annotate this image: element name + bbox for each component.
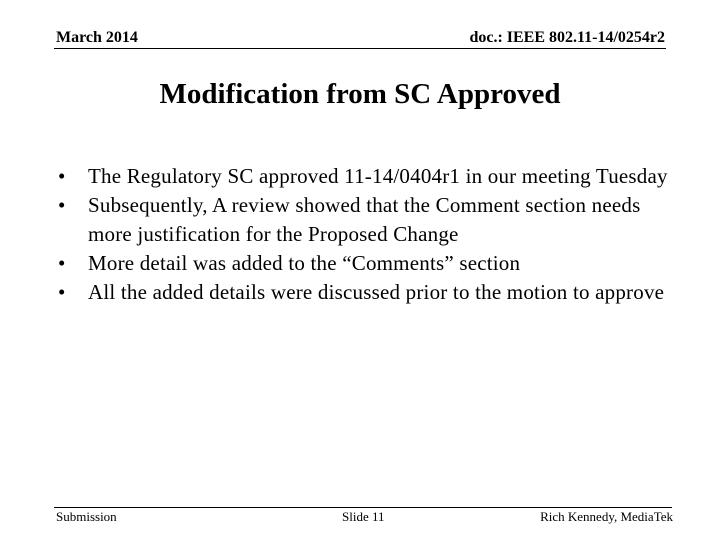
bullet-item: [58, 162, 668, 191]
footer-submission: Submission: [56, 509, 117, 524]
bullet-item: [58, 249, 668, 278]
footer-slide-number: Slide 11: [342, 509, 385, 524]
bullet-text: The Regulatory SC approved 11-14/0404r1 in our meeting Tuesday: [88, 164, 668, 188]
header-divider: [54, 48, 666, 49]
bullet-list: [58, 162, 668, 307]
bullet-item: [58, 191, 668, 249]
bullet-marker: •: [58, 280, 66, 304]
bullet-text: More detail was added to the “Comments” section: [88, 251, 521, 275]
bullet-marker: •: [58, 164, 66, 188]
slide-title: Modification from SC Approved: [159, 78, 561, 110]
header-date: March 2014: [56, 29, 138, 46]
bullet-marker: •: [58, 251, 66, 275]
bullet-text: All the added details were discussed prior to the motion to approve: [88, 280, 665, 304]
header-doc-id: doc.: IEEE 802.11-14/0254r2: [469, 29, 665, 46]
bullet-marker: •: [58, 193, 66, 217]
bullet-item: [58, 278, 668, 307]
footer-divider: [54, 507, 672, 508]
footer-author: Rich Kennedy, MediaTek: [540, 509, 673, 524]
bullet-text: Subsequently, A review showed that the Comment section needs more justification for the Proposed Change: [88, 193, 641, 246]
